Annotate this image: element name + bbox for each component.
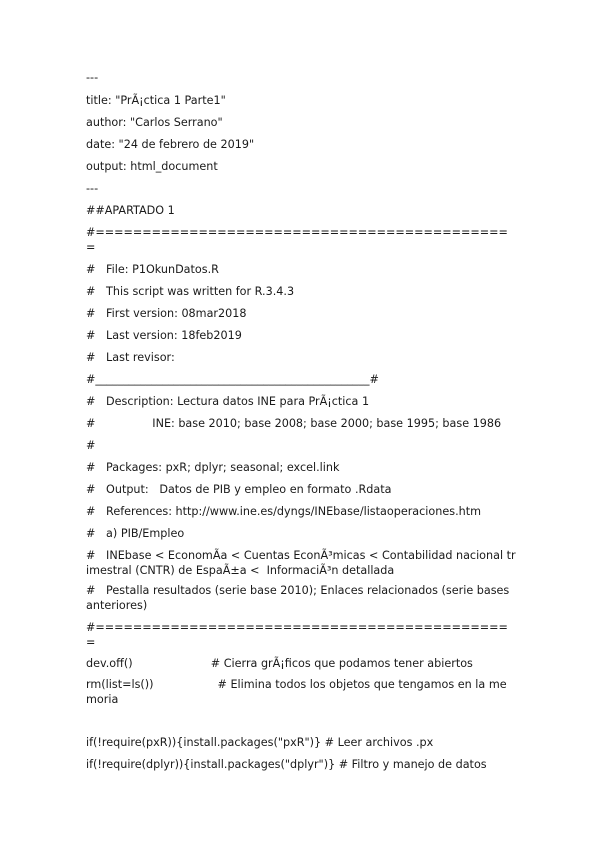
yaml-title: title: "PrÃ¡ctica 1 Parte1" [86,94,226,107]
comment-rule-bottom: #============================================= [86,621,508,649]
comment-description: # Description: Lectura datos INE para PrÃ¡ctica 1 [86,395,370,408]
yaml-author: author: "Carlos Serrano" [86,116,223,129]
comment-written-for: # This script was written for R.3.4.3 [86,285,295,298]
comment-pestalla: # Pestalla resultados (serie base 2010); Enlaces relacionados (serie bases anteriores) [86,584,513,612]
comment-first-version: # First version: 08mar2018 [86,307,247,320]
yaml-delimiter-open: --- [86,71,99,84]
comment-output: # Output: Datos de PIB y empleo en formato .Rdata [86,483,392,496]
yaml-output: output: html_document [86,160,218,173]
comment-rule-top: #============================================= [86,226,508,254]
comment-ine-bases: # INE: base 2010; base 2008; base 2000; base 1995; base 1986 [86,417,502,430]
comment-pib-empleo: # a) PIB/Empleo [86,527,185,540]
comment-inebase-path: # INEbase < EconomÃa < Cuentas EconÃ³micas < Contabilidad nacional trimestral (CNTR) de EspaÃ±a < InformaciÃ³n detallada [86,549,516,577]
comment-last-version: # Last version: 18feb2019 [86,329,242,342]
yaml-date: date: "24 de febrero de 2019" [86,138,255,151]
comment-file: # File: P1OkunDatos.R [86,263,219,276]
comment-last-revisor: # Last revisor: [86,351,175,364]
yaml-delimiter-close: --- [86,182,99,195]
code-require-dplyr: if(!require(dplyr)){install.packages("dplyr")} # Filtro y manejo de datos [86,758,487,771]
comment-underline-rule: #_________________________________________________# [86,373,379,386]
comment-packages: # Packages: pxR; dplyr; seasonal; excel.link [86,461,340,474]
section-heading: ##APARTADO 1 [86,204,175,217]
code-dev-off: dev.off() # Cierra grÃ¡ficos que podamos tener abiertos [86,657,473,670]
comment-blank: # [86,439,96,452]
code-require-pxr: if(!require(pxR)){install.packages("pxR")} # Leer archivos .px [86,736,434,749]
comment-references: # References: http://www.ine.es/dyngs/INEbase/listaoperaciones.htm [86,505,481,518]
code-rm-list: rm(list=ls()) # Elimina todos los objetos que tengamos en la memoria [86,678,507,706]
